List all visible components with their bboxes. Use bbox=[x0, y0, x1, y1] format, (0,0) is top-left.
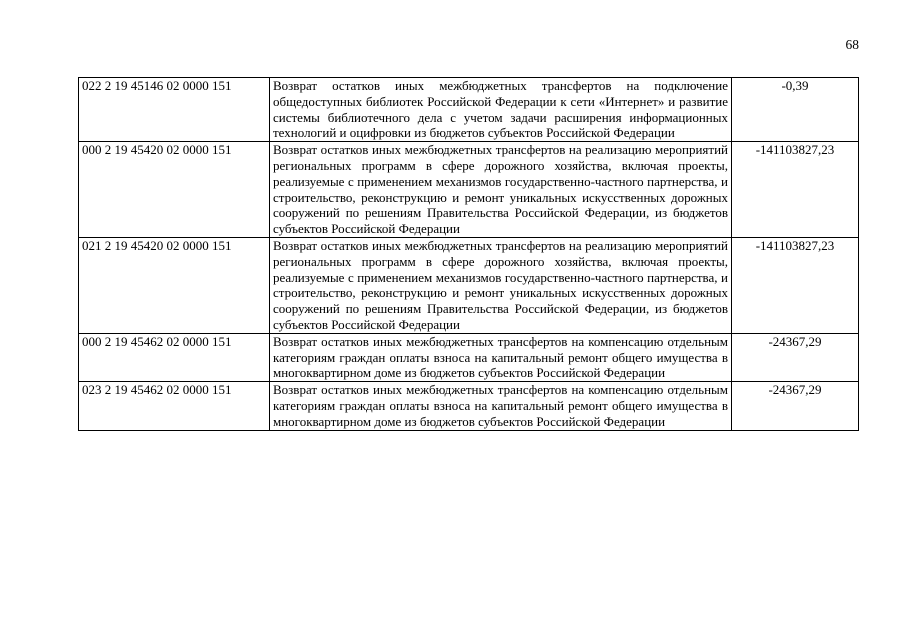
budget-code-cell: 000 2 19 45420 02 0000 151 bbox=[79, 142, 270, 238]
description-cell: Возврат остатков иных межбюджетных трансфертов на подключение общедоступных библиотек Российской Федерации к сети «Интернет» и развитие системы библиотечного дела с учетом задачи расширения информационных технологий и оцифровки из бюджетов субъектов Российской Федерации bbox=[270, 78, 732, 142]
budget-code-cell: 000 2 19 45462 02 0000 151 bbox=[79, 333, 270, 381]
amount-cell: -0,39 bbox=[732, 78, 859, 142]
description-cell: Возврат остатков иных межбюджетных трансфертов на реализацию мероприятий региональных программ в сфере дорожного хозяйства, включая проекты, реализуемые с применением механизмов государственно-частного партнерства, и строительство, реконструкцию и ремонт уникальных искусственных дорожных сооружений по решениям Правительства Российской Федерации, из бюджетов субъектов Российской Федерации bbox=[270, 237, 732, 333]
table-row bbox=[79, 333, 859, 381]
amount-cell: -141103827,23 bbox=[732, 142, 859, 238]
table-row bbox=[79, 78, 859, 142]
description-cell: Возврат остатков иных межбюджетных трансфертов на реализацию мероприятий региональных программ в сфере дорожного хозяйства, включая проекты, реализуемые с применением механизмов государственно-частного партнерства, и строительство, реконструкцию и ремонт уникальных искусственных дорожных сооружений по решениям Правительства Российской Федерации, из бюджетов субъектов Российской Федерации bbox=[270, 142, 732, 238]
budget-code-cell: 021 2 19 45420 02 0000 151 bbox=[79, 237, 270, 333]
amount-cell: -24367,29 bbox=[732, 382, 859, 430]
budget-code-cell: 023 2 19 45462 02 0000 151 bbox=[79, 382, 270, 430]
description-cell: Возврат остатков иных межбюджетных трансфертов на компенсацию отдельным категориям граждан оплаты взноса на капитальный ремонт общего имущества в многоквартирном доме из бюджетов субъектов Российской Федерации bbox=[270, 333, 732, 381]
budget-table bbox=[78, 77, 859, 431]
table-row bbox=[79, 237, 859, 333]
amount-cell: -24367,29 bbox=[732, 333, 859, 381]
description-cell: Возврат остатков иных межбюджетных трансфертов на компенсацию отдельным категориям граждан оплаты взноса на капитальный ремонт общего имущества в многоквартирном доме из бюджетов субъектов Российской Федерации bbox=[270, 382, 732, 430]
table-row bbox=[79, 382, 859, 430]
page-number: 68 bbox=[845, 37, 859, 52]
amount-cell: -141103827,23 bbox=[732, 237, 859, 333]
table-row bbox=[79, 142, 859, 238]
budget-code-cell: 022 2 19 45146 02 0000 151 bbox=[79, 78, 270, 142]
